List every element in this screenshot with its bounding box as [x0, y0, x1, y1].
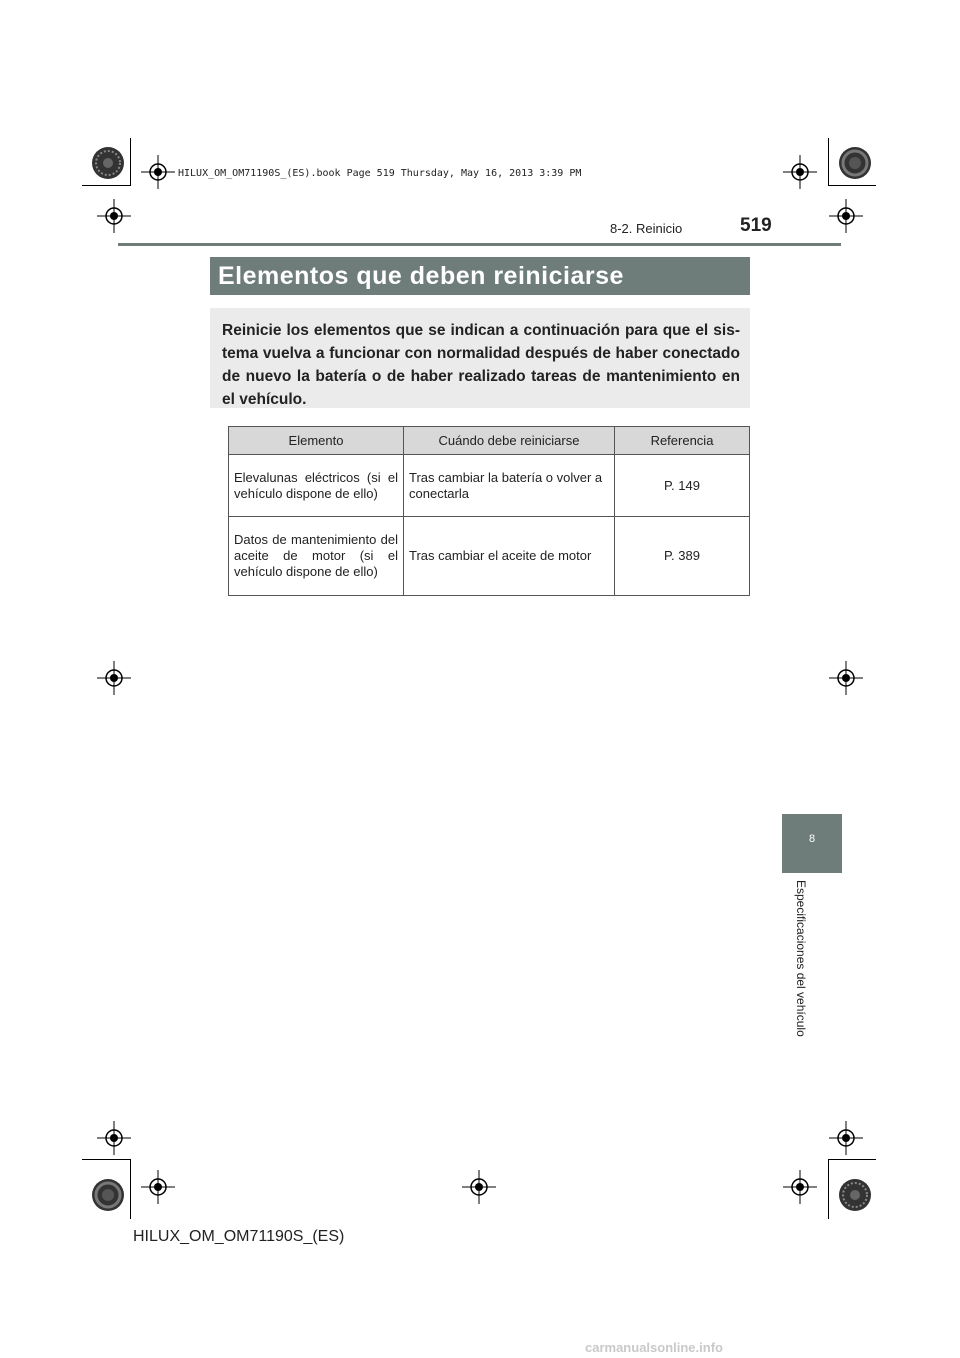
column-header-when: Cuándo debe reiniciarse: [404, 427, 615, 455]
color-rosette-icon: [837, 1177, 873, 1213]
registration-mark-icon: [783, 1170, 817, 1204]
cell-when: Tras cambiar el aceite de motor: [404, 517, 615, 596]
crop-line: [828, 1159, 829, 1219]
crop-line: [82, 185, 130, 186]
chapter-tab[interactable]: [782, 814, 842, 873]
cell-item: Datos de mantenimiento del aceite de motor (si el vehículo dispone de ello): [229, 517, 404, 596]
column-header-reference: Referencia: [615, 427, 750, 455]
page-number: 519: [740, 215, 772, 236]
registration-mark-icon: [829, 199, 863, 233]
crop-line: [828, 185, 876, 186]
cell-reference-link[interactable]: P. 149: [615, 455, 750, 517]
header-rule: [118, 243, 841, 246]
cell-when: Tras cambiar la batería o volver a conectarla: [404, 455, 615, 517]
registration-mark-icon: [141, 1170, 175, 1204]
section-reference: 8-2. Reinicio: [610, 221, 683, 236]
registration-mark-icon: [97, 1121, 131, 1155]
crop-line: [828, 1159, 876, 1160]
registration-mark-icon: [783, 155, 817, 189]
table-header-row: [229, 427, 750, 455]
watermark: carmanualsonline.info: [585, 1340, 723, 1355]
crop-line: [130, 1159, 131, 1219]
registration-mark-icon: [97, 661, 131, 695]
column-header-item: Elemento: [229, 427, 404, 455]
color-rosette-icon: [837, 145, 873, 181]
cell-item: Elevalunas eléctricos (si el vehículo dispone de ello): [229, 455, 404, 517]
registration-mark-icon: [829, 1121, 863, 1155]
registration-mark-icon: [829, 661, 863, 695]
section-title: Elementos que deben reiniciarse: [210, 257, 750, 295]
registration-mark-icon: [141, 155, 175, 189]
reset-items-table: [228, 426, 750, 596]
document-code: HILUX_OM_OM71190S_(ES): [133, 1228, 345, 1245]
table-row: [229, 455, 750, 517]
intro-paragraph: Reinicie los elementos que se indican a continuación para que el sis-tema vuelva a funcionar con normalidad después de haber conectado de nuevo la batería o de haber realizado tareas de mantenimiento en el vehículo.: [210, 308, 750, 408]
print-info: HILUX_OM_OM71190S_(ES).book Page 519 Thursday, May 16, 2013 3:39 PM: [178, 168, 582, 179]
table-row: [229, 517, 750, 596]
color-rosette-icon: [90, 1177, 126, 1213]
crop-line: [828, 138, 829, 186]
color-rosette-icon: [90, 145, 126, 181]
registration-mark-icon: [97, 199, 131, 233]
chapter-tab-number: 8: [808, 833, 816, 845]
registration-mark-icon: [462, 1170, 496, 1204]
crop-line: [82, 1159, 130, 1160]
chapter-tab-label: Especificaciones del vehículo: [794, 880, 808, 1037]
crop-line: [130, 138, 131, 186]
cell-reference-link[interactable]: P. 389: [615, 517, 750, 596]
